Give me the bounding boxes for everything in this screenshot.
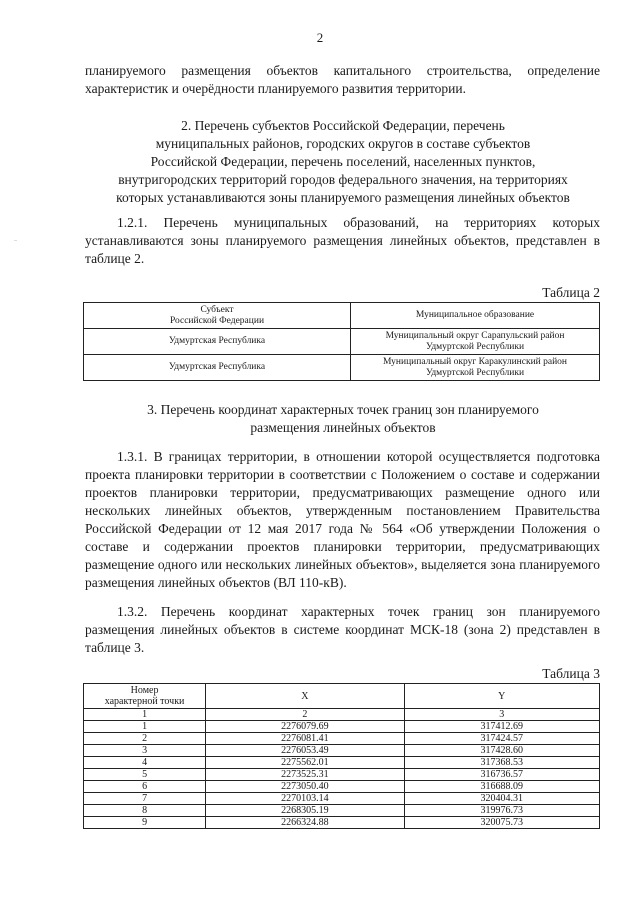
table-row bbox=[84, 757, 600, 769]
cell-municipal-line: Удмуртской Республики bbox=[425, 367, 525, 378]
section-3-heading-line: размещения линейных объектов bbox=[250, 420, 436, 435]
paragraph-1-3-2: 1.3.2. Перечень координат характерных точек границ зон планируемого размещения линейных объектов в системе координат МСК-18 (зона 2) представлен в таблице 3. bbox=[85, 604, 600, 655]
index-cell: 2 bbox=[206, 709, 404, 721]
cell-municipal-line: Удмуртской Республики bbox=[425, 341, 525, 352]
cell-y: 316688.09 bbox=[404, 781, 599, 793]
table-2-caption: Таблица 2 bbox=[542, 285, 600, 300]
table-row bbox=[84, 329, 600, 355]
cell-point: 8 bbox=[84, 805, 206, 817]
section-2-heading-line: которых устанавливаются зоны планируемого размещения линейных объектов bbox=[116, 190, 570, 205]
cell-x: 2273050.40 bbox=[206, 781, 404, 793]
cell-y: 317368.53 bbox=[404, 757, 599, 769]
cell-subject: Удмуртская Республика bbox=[84, 329, 351, 355]
header-point-line: характерной точки bbox=[104, 696, 185, 707]
table-row bbox=[84, 781, 600, 793]
index-cell: 1 bbox=[84, 709, 206, 721]
cell-point: 5 bbox=[84, 769, 206, 781]
section-2-heading-line: муниципальных районов, городских округов в составе субъектов bbox=[155, 136, 531, 151]
table-header-row bbox=[84, 303, 600, 329]
paragraph-continuation: планируемого размещения объектов капитального строительства, определение характеристик и очерёдности планируемого развития территории. bbox=[85, 63, 600, 96]
header-subject bbox=[84, 303, 351, 329]
paragraph-1-3-1: 1.3.1. В границах территории, в отношении которой осуществляется подготовка проекта планировки территории в соответствии с Положением о составе и содержании проектов планировки территории, предусматривающих размещение одного или нескольких линейных объектов, утвержденным постановлением Правительства Российской Федерации от 12 мая 2017 года № 564 «Об утверждении Положения о составе и содержании проектов планировки территории, предусматривающих размещение одного или нескольких линейных объектов», выделяется зона планируемого размещения линейных объектов (ВЛ 110-кВ). bbox=[85, 449, 600, 590]
index-cell: 3 bbox=[404, 709, 599, 721]
table-row bbox=[84, 733, 600, 745]
cell-x: 2276053.49 bbox=[206, 745, 404, 757]
table-3-caption: Таблица 3 bbox=[542, 666, 600, 681]
cell-x: 2266324.88 bbox=[206, 817, 404, 829]
cell-point: 6 bbox=[84, 781, 206, 793]
cell-point: 2 bbox=[84, 733, 206, 745]
cell-y: 317428.60 bbox=[404, 745, 599, 757]
cell-point: 1 bbox=[84, 721, 206, 733]
header-point-line: Номер bbox=[130, 685, 159, 696]
cell-municipal bbox=[351, 355, 600, 381]
table-row bbox=[84, 745, 600, 757]
table-header-row bbox=[84, 684, 600, 709]
header-x: X bbox=[206, 684, 404, 709]
cell-x: 2268305.19 bbox=[206, 805, 404, 817]
section-3-heading bbox=[83, 401, 603, 437]
cell-y: 320404.31 bbox=[404, 793, 599, 805]
table-row bbox=[84, 355, 600, 381]
cell-y: 320075.73 bbox=[404, 817, 599, 829]
page-number: 2 bbox=[316, 30, 324, 45]
header-municipal: Муниципальное образование bbox=[351, 303, 600, 329]
table-row bbox=[84, 793, 600, 805]
table-row bbox=[84, 805, 600, 817]
header-subject-line: Российской Федерации bbox=[169, 315, 265, 326]
cell-x: 2270103.14 bbox=[206, 793, 404, 805]
cell-municipal-line: Муниципальный округ Каракулинский район bbox=[382, 356, 568, 367]
table-index-row bbox=[84, 709, 600, 721]
header-y: Y bbox=[404, 684, 599, 709]
table-2-municipalities bbox=[83, 302, 600, 381]
cell-point: 9 bbox=[84, 817, 206, 829]
cell-point: 7 bbox=[84, 793, 206, 805]
cell-x: 2273525.31 bbox=[206, 769, 404, 781]
paragraph-1-2-1: 1.2.1. Перечень муниципальных образований, на территориях которых устанавливаются зоны планируемого размещения линейных объектов, представлен в таблице 2. bbox=[85, 215, 600, 266]
section-2-heading-line: внутригородских территорий городов федерального значения, на территориях bbox=[118, 172, 568, 187]
cell-municipal-line: Муниципальный округ Сарапульский район bbox=[385, 330, 565, 341]
cell-y: 316736.57 bbox=[404, 769, 599, 781]
table-row bbox=[84, 721, 600, 733]
table-row bbox=[84, 817, 600, 829]
cell-y: 319976.73 bbox=[404, 805, 599, 817]
scan-artifact bbox=[14, 240, 17, 241]
header-point-number bbox=[84, 684, 206, 709]
cell-municipal bbox=[351, 329, 600, 355]
cell-x: 2276081.41 bbox=[206, 733, 404, 745]
section-2-heading-line: 2. Перечень субъектов Российской Федерации, перечень bbox=[181, 118, 505, 133]
cell-y: 317424.57 bbox=[404, 733, 599, 745]
cell-y: 317412.69 bbox=[404, 721, 599, 733]
cell-point: 4 bbox=[84, 757, 206, 769]
header-subject-line: Субъект bbox=[200, 304, 234, 315]
table-3-coordinates bbox=[83, 683, 600, 829]
cell-x: 2276079.69 bbox=[206, 721, 404, 733]
table-row bbox=[84, 769, 600, 781]
cell-x: 2275562.01 bbox=[206, 757, 404, 769]
section-3-heading-line: 3. Перечень координат характерных точек границ зон планируемого bbox=[147, 402, 539, 417]
section-2-heading bbox=[83, 117, 603, 207]
cell-point: 3 bbox=[84, 745, 206, 757]
section-2-heading-line: Российской Федерации, перечень поселений, населенных пунктов, bbox=[150, 154, 536, 169]
cell-subject: Удмуртская Республика bbox=[84, 355, 351, 381]
